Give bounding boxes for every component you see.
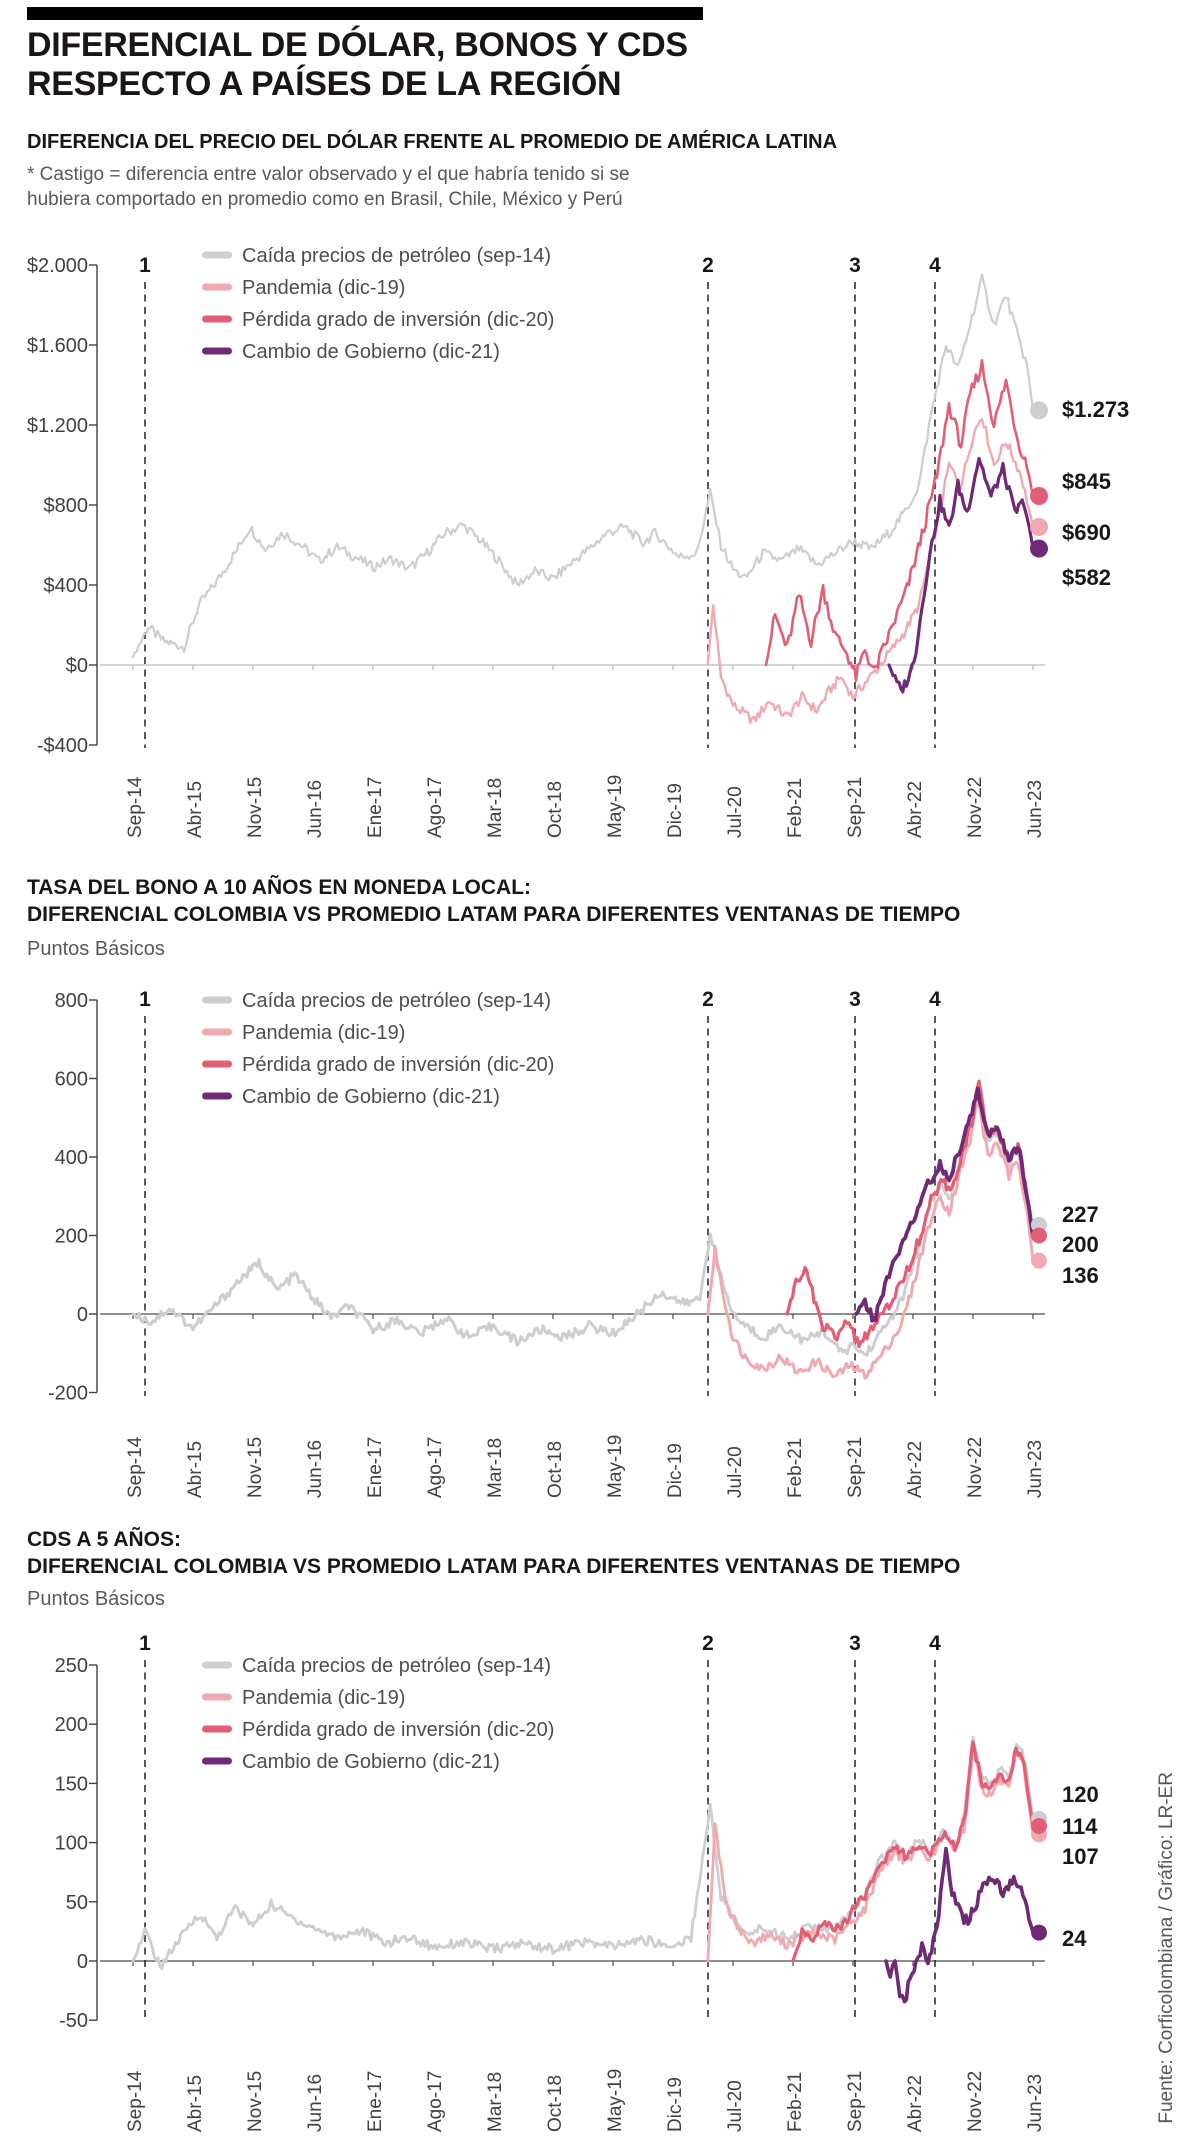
y-axis-label: $400 xyxy=(43,575,88,597)
x-axis-label: Sep-21 xyxy=(845,776,866,838)
x-axis-label: Abr-15 xyxy=(185,1440,206,1498)
legend-label-3: Pérdida grado de inversión (dic-20) xyxy=(242,1054,555,1076)
y-axis-label: 800 xyxy=(54,990,88,1012)
legend-label-1: Caída precios de petróleo (sep-14) xyxy=(242,1655,552,1677)
x-axis-label: Jun-23 xyxy=(1025,779,1046,838)
series-end-dot-3 xyxy=(1031,1818,1047,1834)
x-axis-label: Sep-21 xyxy=(845,1436,866,1498)
x-axis-label: Mar-18 xyxy=(485,777,506,838)
x-axis-label: Dic-19 xyxy=(665,783,686,838)
chart3-title-line1: CDS A 5 AÑOS: xyxy=(27,1528,182,1551)
series-line-2 xyxy=(708,419,1033,722)
chart1-footnote-line1: * Castigo = diferencia entre valor observado y el que habría tenido si se xyxy=(27,164,630,185)
x-axis-label: Ago-17 xyxy=(425,2070,446,2132)
chart-2 xyxy=(48,988,1099,1498)
chart2-title xyxy=(27,874,960,928)
y-axis-label: -200 xyxy=(47,1382,88,1405)
series-end-label-4: $582 xyxy=(1062,565,1111,590)
x-axis-label: Sep-14 xyxy=(125,2070,146,2132)
x-axis-label: Nov-22 xyxy=(965,776,986,838)
series-end-label-3: $845 xyxy=(1062,469,1111,494)
y-axis-label: 600 xyxy=(54,1068,88,1091)
x-axis-label: Ene-17 xyxy=(365,2070,386,2132)
x-axis-label: May-19 xyxy=(605,2068,626,2132)
legend-swatch-4 xyxy=(202,1093,232,1100)
x-axis-label: Jul-20 xyxy=(725,786,746,838)
y-axis-label: 0 xyxy=(76,1951,88,1973)
series-end-dot-4 xyxy=(1031,1925,1047,1941)
y-axis-label: 200 xyxy=(54,1225,88,1248)
x-axis-label: Nov-15 xyxy=(245,1436,266,1498)
legend-label-1: Caída precios de petróleo (sep-14) xyxy=(242,990,552,1012)
event-number-4: 4 xyxy=(929,1632,941,1655)
chart2-title-line1: TASA DEL BONO A 10 AÑOS EN MONEDA LOCAL: xyxy=(27,876,532,899)
chart1-title: DIFERENCIA DEL PRECIO DEL DÓLAR FRENTE AL PROMEDIO DE AMÉRICA LATINA xyxy=(27,131,838,153)
x-axis-label: Feb-21 xyxy=(785,777,806,838)
legend-swatch-3 xyxy=(202,316,232,323)
legend-label-1: Caída precios de petróleo (sep-14) xyxy=(242,245,552,267)
y-axis-label: -50 xyxy=(59,2010,88,2033)
x-axis-label: Feb-21 xyxy=(785,1437,806,1498)
y-axis-label: 100 xyxy=(54,1832,88,1855)
chart3-title xyxy=(27,1526,960,1580)
event-number-2: 2 xyxy=(702,988,714,1011)
x-axis-label: May-19 xyxy=(605,1434,626,1498)
y-axis-label: 250 xyxy=(54,1655,88,1677)
legend-swatch-1 xyxy=(202,252,232,259)
x-axis-label: Oct-18 xyxy=(545,2074,566,2132)
x-axis-label: Sep-21 xyxy=(845,2070,866,2132)
legend-label-3: Pérdida grado de inversión (dic-20) xyxy=(242,1719,555,1741)
x-axis-label: Sep-14 xyxy=(125,776,146,838)
series-end-label-2: 107 xyxy=(1062,1844,1099,1869)
event-number-2: 2 xyxy=(702,254,714,277)
x-axis-label: Ene-17 xyxy=(365,1436,386,1498)
x-axis-label: Ene-17 xyxy=(365,776,386,838)
x-axis-label: Jul-20 xyxy=(725,2080,746,2132)
chart3-unit-label: Puntos Básicos xyxy=(27,1588,165,1610)
y-axis-label: 400 xyxy=(54,1147,88,1169)
series-end-dot-3 xyxy=(1030,487,1048,505)
series-end-label-3: 200 xyxy=(1062,1232,1099,1257)
series-line-1 xyxy=(133,1091,1033,1356)
chart2-unit-label: Puntos Básicos xyxy=(27,938,165,960)
x-axis-label: Mar-18 xyxy=(485,2071,506,2132)
x-axis-label: Jun-16 xyxy=(305,779,326,838)
legend-label-4: Cambio de Gobierno (dic-21) xyxy=(242,341,500,363)
legend-label-4: Cambio de Gobierno (dic-21) xyxy=(242,1751,500,1773)
series-line-4 xyxy=(856,1089,1033,1321)
x-axis-label: Abr-15 xyxy=(185,780,206,838)
legend-swatch-2 xyxy=(202,1694,232,1701)
series-end-label-1: 227 xyxy=(1062,1202,1099,1227)
x-axis-label: Nov-22 xyxy=(965,1436,986,1498)
x-axis-label: Nov-22 xyxy=(965,2070,986,2132)
event-number-1: 1 xyxy=(139,254,151,277)
series-end-label-4: 24 xyxy=(1062,1926,1087,1951)
series-end-label-2: 136 xyxy=(1062,1263,1099,1288)
x-axis-label: Ago-17 xyxy=(425,776,446,838)
legend-swatch-3 xyxy=(202,1726,232,1733)
chart-3 xyxy=(55,1632,1099,2132)
x-axis-label: Oct-18 xyxy=(545,780,566,838)
page-title-line1: DIFERENCIAL DE DÓLAR, BONOS Y CDS xyxy=(27,26,688,64)
event-number-3: 3 xyxy=(849,988,861,1011)
chart2-title-line2: DIFERENCIAL COLOMBIA VS PROMEDIO LATAM PARA DIFERENTES VENTANAS DE TIEMPO xyxy=(27,903,961,926)
x-axis-label: Abr-15 xyxy=(185,2074,206,2132)
series-end-dot-2 xyxy=(1030,518,1048,536)
accent-bar xyxy=(27,7,703,20)
event-number-3: 3 xyxy=(849,254,861,277)
series-end-label-3: 114 xyxy=(1062,1814,1098,1839)
legend-label-3: Pérdida grado de inversión (dic-20) xyxy=(242,309,555,331)
series-end-label-1: $1.273 xyxy=(1062,397,1130,422)
legend-swatch-2 xyxy=(202,1029,232,1036)
legend-swatch-1 xyxy=(202,1662,232,1669)
legend-label-2: Pandemia (dic-19) xyxy=(242,277,406,299)
x-axis-label: Abr-22 xyxy=(905,1440,926,1498)
x-axis-label: Abr-22 xyxy=(905,2074,926,2132)
event-number-4: 4 xyxy=(929,988,941,1011)
x-axis-label: Ago-17 xyxy=(425,1436,446,1498)
event-number-1: 1 xyxy=(139,988,151,1011)
x-axis-label: May-19 xyxy=(605,774,626,838)
x-axis-label: Nov-15 xyxy=(245,776,266,838)
chart1-footnote-line2: hubiera comportado en promedio como en Brasil, Chile, México y Perú xyxy=(27,189,623,210)
x-axis-label: Sep-14 xyxy=(125,1436,146,1498)
series-end-dot-2 xyxy=(1031,1253,1047,1269)
x-axis-label: Jul-20 xyxy=(725,1446,746,1498)
page-title xyxy=(27,26,688,104)
x-axis-label: Dic-19 xyxy=(665,2077,686,2132)
event-number-4: 4 xyxy=(929,254,941,277)
x-axis-label: Abr-22 xyxy=(905,780,926,838)
x-axis-label: Jun-16 xyxy=(305,2073,326,2132)
y-axis-label: $2.000 xyxy=(26,255,88,277)
x-axis-label: Nov-15 xyxy=(245,2070,266,2132)
legend-swatch-2 xyxy=(202,284,232,291)
y-axis-label: -$400 xyxy=(36,735,88,757)
series-line-4 xyxy=(886,1849,1033,2002)
x-axis-label: Jun-23 xyxy=(1025,2073,1046,2132)
chart1-footnote xyxy=(27,162,630,212)
chart3-title-line2: DIFERENCIAL COLOMBIA VS PROMEDIO LATAM PARA DIFERENTES VENTANAS DE TIEMPO xyxy=(27,1555,961,1578)
x-axis-label: Oct-18 xyxy=(545,1440,566,1498)
legend-swatch-4 xyxy=(202,1758,232,1765)
event-number-3: 3 xyxy=(849,1632,861,1655)
page-title-line2: RESPECTO A PAÍSES DE LA REGIÓN xyxy=(27,65,622,103)
legend-swatch-3 xyxy=(202,1061,232,1068)
series-end-dot-1 xyxy=(1030,401,1048,419)
series-end-label-1: 120 xyxy=(1062,1782,1099,1807)
x-axis-label: Dic-19 xyxy=(665,1443,686,1498)
legend-label-2: Pandemia (dic-19) xyxy=(242,1022,406,1044)
y-axis-label: 200 xyxy=(54,1714,88,1737)
event-number-2: 2 xyxy=(702,1632,714,1655)
y-axis-label: 50 xyxy=(65,1891,88,1914)
series-line-3 xyxy=(787,1081,1033,1346)
legend-label-2: Pandemia (dic-19) xyxy=(242,1687,406,1709)
y-axis-label: $1.200 xyxy=(26,415,88,437)
y-axis-label: 150 xyxy=(54,1773,88,1796)
legend-swatch-1 xyxy=(202,997,232,1004)
event-number-1: 1 xyxy=(139,1632,151,1655)
source-credit: Fuente: Corficolombiana / Gráfico: LR-ER xyxy=(1156,1772,1177,2124)
legend-label-4: Cambio de Gobierno (dic-21) xyxy=(242,1086,500,1108)
y-axis-label: $1.600 xyxy=(26,335,88,357)
series-line-1 xyxy=(133,274,1033,657)
x-axis-label: Jun-23 xyxy=(1025,1439,1046,1498)
x-axis-label: Mar-18 xyxy=(485,1437,506,1498)
y-axis-label: $0 xyxy=(65,655,88,677)
y-axis-label: 0 xyxy=(76,1304,88,1326)
series-end-dot-3 xyxy=(1031,1228,1047,1244)
series-end-dot-4 xyxy=(1030,540,1048,558)
x-axis-label: Feb-21 xyxy=(785,2071,806,2132)
legend-swatch-4 xyxy=(202,348,232,355)
chart-1 xyxy=(27,245,1129,838)
x-axis-label: Jun-16 xyxy=(305,1439,326,1498)
y-axis-label: $800 xyxy=(43,495,88,517)
series-end-label-2: $690 xyxy=(1062,520,1111,545)
